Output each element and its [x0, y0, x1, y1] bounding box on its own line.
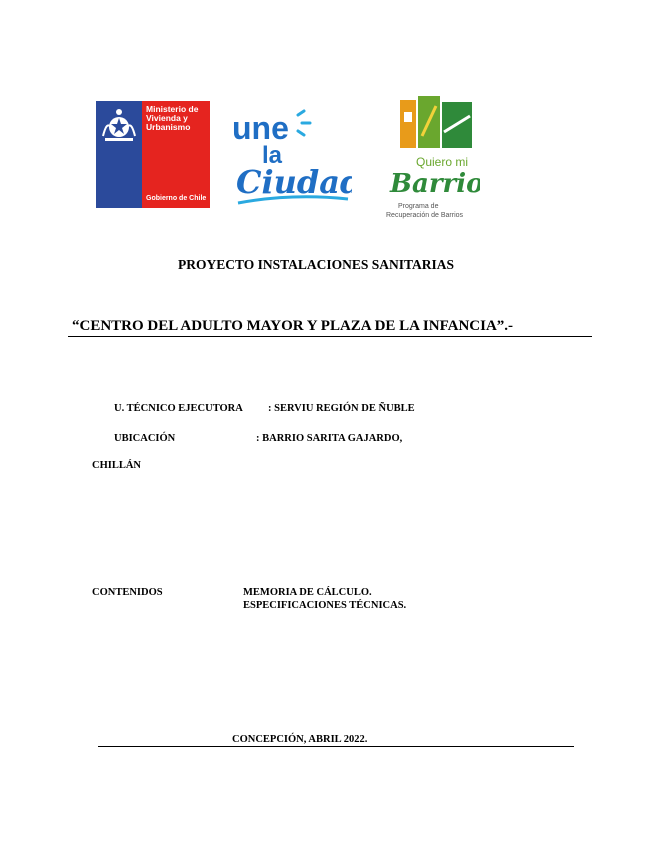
- ministerio-logo: [96, 101, 210, 208]
- subtitle-underline: [68, 336, 592, 337]
- ministerio-name: Ministerio de Vivienda y Urbanismo: [146, 104, 199, 132]
- project-subtitle: “CENTRO DEL ADULTO MAYOR Y PLAZA DE LA INFANCIA”.-: [72, 318, 514, 334]
- footer-rule: [98, 746, 574, 747]
- contents-label: CONTENIDOS: [92, 587, 163, 598]
- project-title: PROYECTO INSTALACIONES SANITARIAS: [178, 257, 455, 272]
- location-value: : BARRIO SARITA GAJARDO,: [256, 433, 403, 444]
- une-logo-graphic: [232, 101, 352, 211]
- recuperacion-text: Recuperación de Barrios: [386, 212, 464, 219]
- programa-text: Programa de: [398, 203, 439, 210]
- une-text: une: [232, 110, 289, 146]
- quiero-mi-barrio-logo: [386, 96, 480, 220]
- location-continuation: CHILLÁN: [92, 460, 142, 471]
- une-la-ciudad-logo: [232, 101, 352, 211]
- gobierno-label: Gobierno de Chile: [146, 195, 207, 202]
- contents-item-1: MEMORIA DE CÁLCULO.: [243, 587, 372, 598]
- unit-value: : SERVIU REGIÓN DE ÑUBLE: [268, 403, 415, 414]
- location-label: UBICACIÓN: [114, 433, 176, 444]
- contents-item-2: ESPECIFICACIONES TÉCNICAS.: [243, 600, 407, 611]
- barrio-text: Barrio: [390, 169, 480, 199]
- ciudad-text: Ciudad: [236, 163, 352, 201]
- la-text: la: [262, 142, 283, 169]
- unit-label: U. TÉCNICO EJECUTORA: [114, 403, 243, 414]
- barrio-logo-graphic: [386, 96, 480, 220]
- quiero-mi-text: Quiero mi: [416, 155, 469, 169]
- footer-place-date: CONCEPCIÓN, ABRIL 2022.: [232, 734, 368, 745]
- chile-crest-icon: [99, 106, 139, 144]
